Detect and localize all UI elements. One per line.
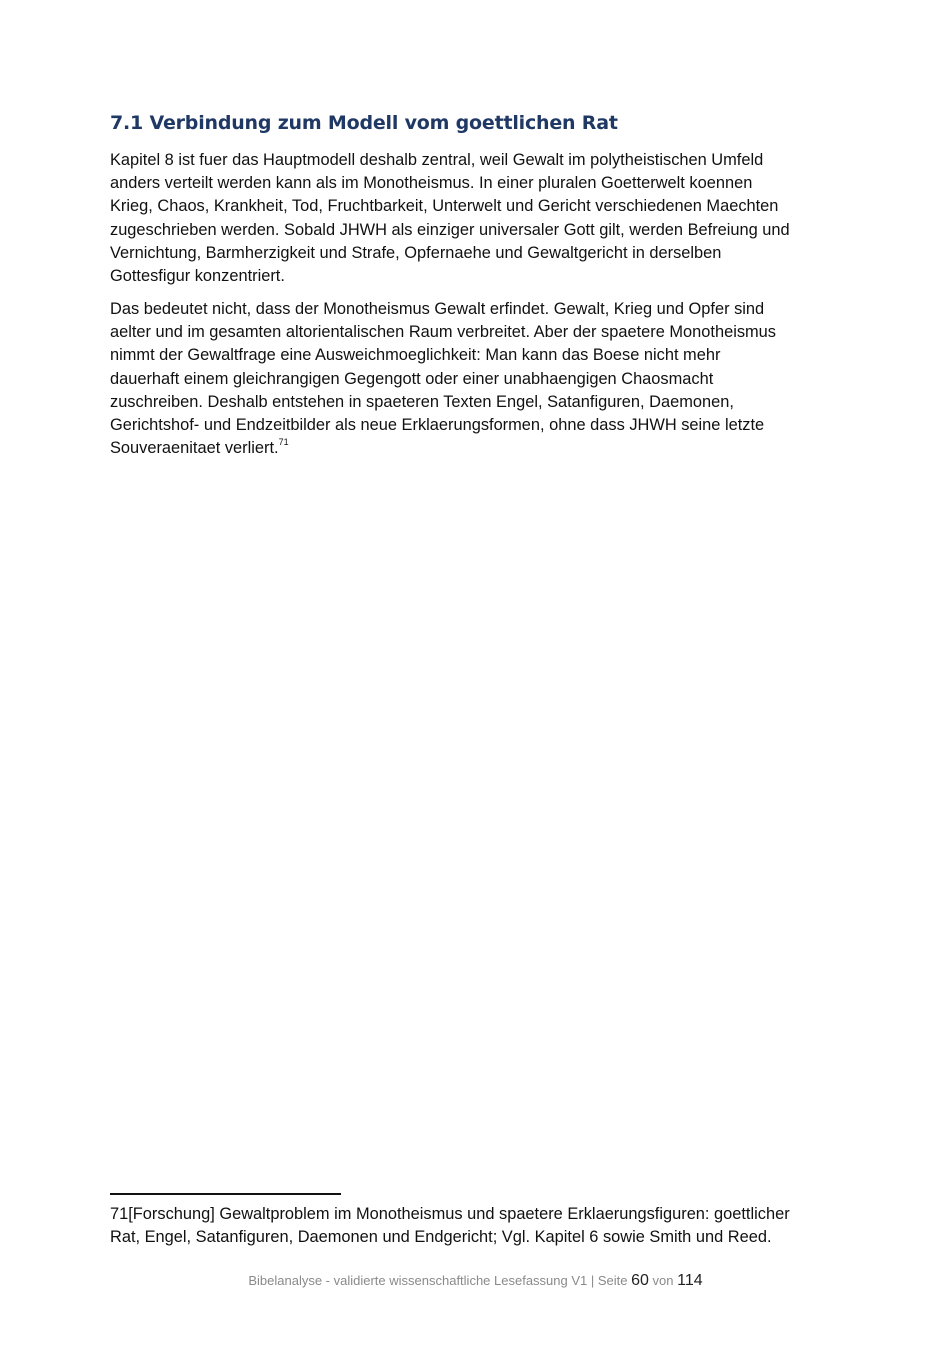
footnote-line: 71[Forschung] Gewaltproblem im Monotheismus und spaetere Erklaerungsfiguren: goettlicher (110, 1205, 790, 1223)
paragraph-line: Krieg, Chaos, Krankheit, Tod, Fruchtbarkeit, Unterwelt und Gericht verschiedenen Maechten (110, 197, 779, 216)
paragraph-line: Das bedeutet nicht, dass der Monotheismus Gewalt erfindet. Gewalt, Krieg und Opfer sind (110, 300, 765, 318)
paragraph-line: anders verteilt werden kann als im Monotheismus. In einer pluralen Goetterwelt koennen (110, 174, 753, 193)
body-paragraph (110, 149, 845, 288)
section-heading: 7.1 Verbindung zum Modell vom goettlichen Rat (110, 112, 618, 134)
footnote-line: Rat, Engel, Satanfiguren, Daemonen und Endgericht; Vgl. Kapitel 6 sowie Smith und Reed. (110, 1228, 772, 1246)
paragraph-line: zuschreiben. Deshalb entstehen in spaeteren Texten Engel, Satanfiguren, Daemonen, (110, 392, 734, 411)
paragraph-line: Vernichtung, Barmherzigkeit und Strafe, Opfernaehe und Gewaltgericht in derselben (110, 243, 722, 262)
footnote-reference[interactable]: 71 (278, 437, 289, 448)
footnote-separator (110, 1193, 341, 1195)
footer-of-label: von (652, 1273, 674, 1288)
page-total: 114 (677, 1272, 703, 1289)
footnote (110, 1203, 850, 1249)
page-number: 60 (631, 1272, 649, 1289)
footer-text: Bibelanalyse - validierte wissenschaftliche Lesefassung V1 | Seite (248, 1273, 628, 1288)
paragraph-line: zugeschrieben werden. Sobald JHWH als einziger universaler Gott gilt, werden Befreiung und (110, 220, 790, 239)
paragraph-line (110, 437, 845, 460)
paragraph-line: nimmt der Gewaltfrage eine Ausweichmoeglichkeit: Man kann das Boese nicht mehr (110, 346, 721, 365)
paragraph-line: Gerichtshof- und Endzeitbilder als neue Erklaerungsformen, ohne dass JHWH seine letzte (110, 416, 765, 435)
paragraph-line-text: Souveraenitaet verliert. (110, 439, 279, 458)
paragraph-line: dauerhaft einem gleichrangigen Gegengott oder einer unabhaengigen Chaosmacht (110, 369, 714, 388)
paragraph-line: Gottesfigur konzentriert. (110, 267, 285, 286)
body-paragraph (110, 298, 845, 460)
paragraph-line: aelter und im gesamten altorientalischen Raum verbreitet. Aber der spaetere Monotheismus (110, 323, 776, 342)
paragraph-line: Kapitel 8 ist fuer das Hauptmodell deshalb zentral, weil Gewalt im polytheistischen Umfeld (110, 151, 764, 169)
page-footer (0, 1272, 951, 1290)
